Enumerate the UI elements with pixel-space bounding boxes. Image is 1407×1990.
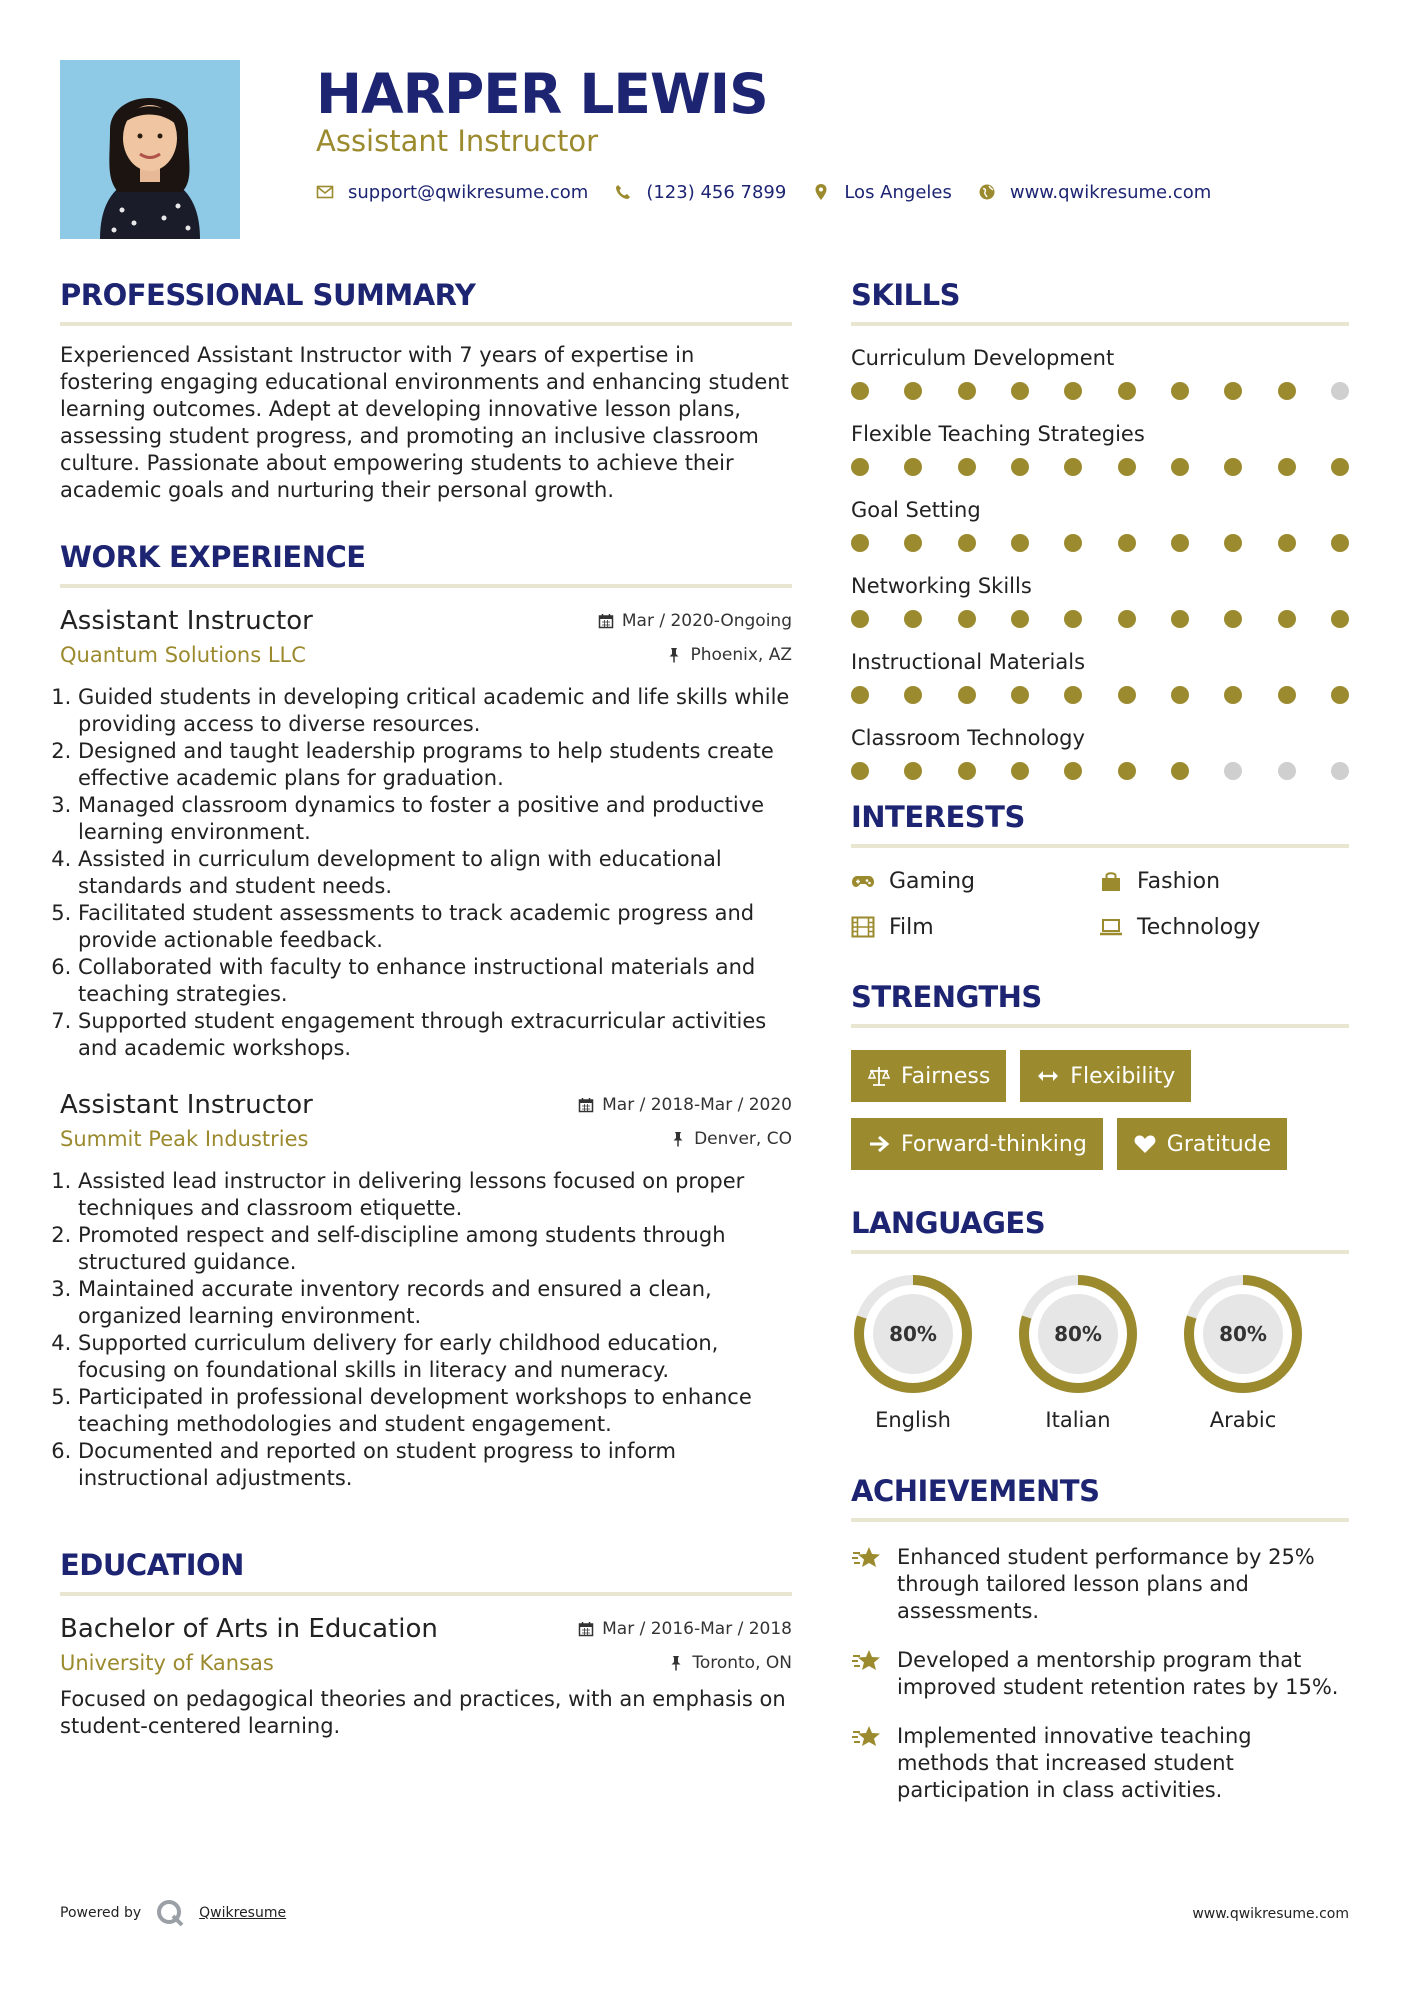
rating-dot-filled [1278, 382, 1296, 400]
film-icon [851, 916, 875, 938]
skill-item [851, 344, 1349, 400]
section-divider [60, 322, 792, 326]
skill-rating [851, 762, 1349, 780]
duty-item: 4. Assisted in curriculum development to align with educational standards and student needs. [78, 846, 792, 900]
rating-dot-filled [1064, 686, 1082, 704]
rating-dot-filled [851, 458, 869, 476]
strength-chip-flexibility [1020, 1050, 1191, 1102]
contact-website[interactable]: www.qwikresume.com [1009, 181, 1212, 203]
rating-dot-filled [1224, 610, 1242, 628]
pushpin-icon [666, 647, 682, 663]
duty-item: 5. Facilitated student assessments to track academic progress and provide actionable feedback. [78, 900, 792, 954]
achievement-item [851, 1647, 1349, 1701]
map-marker-icon [812, 183, 830, 201]
duty-item: 2. Promoted respect and self-discipline among students through structured guidance. [78, 1222, 792, 1276]
job-company: Quantum Solutions LLC [60, 643, 306, 667]
job-date-text: Mar / 2018-Mar / 2020 [602, 1095, 792, 1115]
rating-dot-filled [1331, 534, 1349, 552]
skill-rating [851, 534, 1349, 552]
rating-dot-filled [1278, 686, 1296, 704]
job-location [670, 1129, 792, 1149]
rating-dot-filled [1278, 458, 1296, 476]
rating-dot-filled [1118, 382, 1136, 400]
duty-item: 6. Documented and reported on student progress to inform instructional adjustments. [78, 1438, 792, 1492]
rating-dot-empty [1278, 762, 1296, 780]
rating-dot-filled [851, 534, 869, 552]
section-divider [851, 1024, 1349, 1028]
shopping-bag-icon [1099, 870, 1123, 892]
duty-item: 1. Assisted lead instructor in delivering lessons focused on proper techniques and classroom etiquette. [78, 1168, 792, 1222]
rating-dot-filled [904, 762, 922, 780]
rating-dot-filled [1224, 382, 1242, 400]
strengths-section [851, 980, 1349, 1170]
language-ring [1181, 1272, 1305, 1396]
section-title: STRENGTHS [851, 980, 1042, 1014]
skill-rating [851, 458, 1349, 476]
section-title: PROFESSIONAL SUMMARY [60, 278, 476, 312]
strength-label: Gratitude [1166, 1131, 1272, 1157]
job-company: Summit Peak Industries [60, 1127, 309, 1151]
interest-item-fashion [1099, 868, 1349, 894]
degree-name: Bachelor of Arts in Education [60, 1614, 438, 1644]
job-location-text: Denver, CO [694, 1129, 792, 1149]
rating-dot-filled [958, 762, 976, 780]
rating-dot-filled [958, 686, 976, 704]
job-location-text: Phoenix, AZ [690, 645, 792, 665]
duty-list [60, 1168, 792, 1492]
rating-dot-filled [1011, 382, 1029, 400]
qwikresume-link[interactable]: Qwikresume [199, 1905, 287, 1921]
strength-label: Fairness [901, 1063, 991, 1089]
skill-item [851, 420, 1349, 476]
skill-name: Flexible Teaching Strategies [851, 422, 1145, 446]
language-percent: 80% [1054, 1322, 1102, 1346]
left-column [60, 278, 792, 1740]
pushpin-icon [670, 1131, 686, 1147]
rating-dot-filled [1064, 610, 1082, 628]
section-divider [60, 584, 792, 588]
duty-item: 3. Maintained accurate inventory records and ensured a clean, organized learning environment. [78, 1276, 792, 1330]
duty-item: 3. Managed classroom dynamics to foster a positive and productive learning environment. [78, 792, 792, 846]
interest-label: Gaming [889, 868, 975, 894]
section-divider [60, 1592, 792, 1596]
rating-dot-filled [1011, 610, 1029, 628]
rating-dot-filled [1171, 686, 1189, 704]
section-divider [851, 322, 1349, 326]
duty-item: 2. Designed and taught leadership programs to help students create effective academic plans for graduation. [78, 738, 792, 792]
rating-dot-filled [1278, 610, 1296, 628]
education-entry [60, 1614, 792, 1740]
interest-item-gaming [851, 868, 1099, 894]
rating-dot-filled [958, 382, 976, 400]
rating-dot-filled [851, 382, 869, 400]
language-item [1016, 1272, 1140, 1432]
skills-section [851, 278, 1349, 780]
rating-dot-filled [1331, 610, 1349, 628]
skill-name: Goal Setting [851, 498, 981, 522]
contact-email[interactable]: support@qwikresume.com [348, 181, 589, 203]
rating-dot-filled [1011, 458, 1029, 476]
skill-name: Classroom Technology [851, 726, 1085, 750]
section-title: INTERESTS [851, 800, 1025, 834]
footer-website[interactable]: www.qwikresume.com [1192, 1906, 1349, 1922]
arrow-right-icon [867, 1133, 891, 1155]
laptop-icon [1099, 916, 1123, 938]
skill-name: Curriculum Development [851, 346, 1115, 370]
strength-chip-forward-thinking [851, 1118, 1103, 1170]
section-divider [851, 1518, 1349, 1522]
rating-dot-empty [1331, 762, 1349, 780]
calendar-icon [578, 1621, 594, 1637]
interests-section [851, 800, 1349, 940]
language-ring [1016, 1272, 1140, 1396]
rating-dot-empty [1331, 382, 1349, 400]
balance-scale-icon [867, 1065, 891, 1087]
language-ring [851, 1272, 975, 1396]
language-item [851, 1272, 975, 1432]
education-location [668, 1653, 792, 1673]
education-date-text: Mar / 2016-Mar / 2018 [602, 1619, 792, 1639]
languages-section [851, 1206, 1349, 1432]
rating-dot-filled [1171, 382, 1189, 400]
rating-dot-filled [1064, 762, 1082, 780]
duty-item: 6. Collaborated with faculty to enhance instructional materials and teaching strategies. [78, 954, 792, 1008]
contact-phone[interactable]: (123) 456 7899 [646, 181, 787, 203]
rating-dot-filled [1278, 534, 1296, 552]
rating-dot-filled [851, 686, 869, 704]
skill-item [851, 724, 1349, 780]
interest-label: Technology [1137, 914, 1261, 940]
duty-item: 1. Guided students in developing critical academic and life skills while providing access to diverse resources. [78, 684, 792, 738]
rating-dot-filled [958, 534, 976, 552]
job-date [578, 1095, 792, 1115]
strength-chip-gratitude [1117, 1118, 1287, 1170]
rating-dot-filled [904, 382, 922, 400]
rating-dot-filled [1224, 686, 1242, 704]
section-title: ACHIEVEMENTS [851, 1474, 1100, 1508]
duty-item: 5. Participated in professional development workshops to enhance teaching methodologies and student engagement. [78, 1384, 792, 1438]
language-name: Italian [1045, 1408, 1111, 1432]
interest-label: Film [889, 914, 934, 940]
education-section [60, 1548, 792, 1740]
rating-dot-filled [1011, 534, 1029, 552]
language-percent: 80% [1219, 1322, 1267, 1346]
trophy-star-icon [851, 1647, 883, 1675]
rating-dot-filled [851, 610, 869, 628]
job-location [666, 645, 792, 665]
education-description: Focused on pedagogical theories and practices, with an emphasis on student-centered learning. [60, 1687, 786, 1738]
rating-dot-filled [1118, 762, 1136, 780]
rating-dot-filled [958, 458, 976, 476]
section-title: SKILLS [851, 278, 960, 312]
interest-item-film [851, 914, 1099, 940]
gamepad-icon [851, 870, 875, 892]
rating-dot-filled [958, 610, 976, 628]
pushpin-icon [668, 1655, 684, 1671]
language-item [1181, 1272, 1305, 1432]
language-percent: 80% [889, 1322, 937, 1346]
languages-list [851, 1272, 1349, 1432]
section-title: LANGUAGES [851, 1206, 1046, 1240]
candidate-title: Assistant Instructor [316, 124, 599, 158]
rating-dot-filled [1118, 458, 1136, 476]
calendar-icon [578, 1097, 594, 1113]
job-role: Assistant Instructor [60, 1090, 313, 1120]
school-name: University of Kansas [60, 1651, 274, 1675]
job-entry [60, 606, 792, 1062]
rating-dot-filled [1171, 534, 1189, 552]
calendar-icon [598, 613, 614, 629]
duty-list [60, 684, 792, 1062]
job-date [598, 611, 792, 631]
right-column [851, 278, 1349, 1804]
trophy-star-icon [851, 1544, 883, 1572]
job-role: Assistant Instructor [60, 606, 313, 636]
rating-dot-filled [1171, 610, 1189, 628]
rating-dot-filled [1224, 458, 1242, 476]
skill-item [851, 572, 1349, 628]
strength-chip-fairness [851, 1050, 1006, 1102]
summary-section [60, 278, 792, 504]
achievement-text: Enhanced student performance by 25% through tailored lesson plans and assessments. [897, 1545, 1315, 1623]
duty-item: 7. Supported student engagement through extracurricular activities and academic workshops. [78, 1008, 792, 1062]
rating-dot-filled [1331, 458, 1349, 476]
section-title: WORK EXPERIENCE [60, 540, 366, 574]
strength-label: Flexibility [1070, 1063, 1176, 1089]
section-divider [851, 1250, 1349, 1254]
candidate-name: HARPER LEWIS [316, 62, 768, 126]
education-date [578, 1619, 792, 1639]
language-name: English [875, 1408, 951, 1432]
envelope-icon [316, 183, 334, 201]
profile-photo [60, 60, 240, 239]
powered-by-text: Powered by [60, 1905, 142, 1921]
achievement-item [851, 1723, 1349, 1804]
rating-dot-filled [904, 458, 922, 476]
rating-dot-filled [1011, 762, 1029, 780]
rating-dot-filled [1064, 458, 1082, 476]
qwikresume-logo-icon [155, 1898, 185, 1928]
achievement-item [851, 1544, 1349, 1625]
duty-item: 4. Supported curriculum delivery for early childhood education, focusing on foundational skills in literacy and numeracy. [78, 1330, 792, 1384]
section-title: EDUCATION [60, 1548, 244, 1582]
skill-name: Networking Skills [851, 574, 1032, 598]
rating-dot-empty [1224, 762, 1242, 780]
section-divider [851, 844, 1349, 848]
achievement-text: Implemented innovative teaching methods that increased student participation in class activities. [897, 1724, 1252, 1802]
rating-dot-filled [1118, 610, 1136, 628]
rating-dot-filled [1064, 534, 1082, 552]
skill-rating [851, 610, 1349, 628]
rating-dot-filled [904, 686, 922, 704]
rating-dot-filled [1171, 762, 1189, 780]
interest-item-technology [1099, 914, 1349, 940]
trophy-star-icon [851, 1723, 883, 1751]
job-entry [60, 1090, 792, 1492]
rating-dot-filled [1118, 686, 1136, 704]
job-date-text: Mar / 2020-Ongoing [621, 611, 792, 631]
skill-name: Instructional Materials [851, 650, 1086, 674]
rating-dot-filled [1331, 686, 1349, 704]
rating-dot-filled [1011, 686, 1029, 704]
heart-icon [1133, 1133, 1157, 1155]
rating-dot-filled [1064, 382, 1082, 400]
footer-powered-by [60, 1898, 286, 1928]
education-location-text: Toronto, ON [692, 1653, 792, 1673]
strength-label: Forward-thinking [901, 1131, 1087, 1157]
skills-list [851, 344, 1349, 780]
rating-dot-filled [1118, 534, 1136, 552]
rating-dot-filled [1224, 534, 1242, 552]
experience-section [60, 540, 792, 1492]
rating-dot-filled [851, 762, 869, 780]
skill-rating [851, 686, 1349, 704]
skill-rating [851, 382, 1349, 400]
skill-item [851, 648, 1349, 704]
achievements-section [851, 1474, 1349, 1804]
rating-dot-filled [1171, 458, 1189, 476]
globe-icon [978, 183, 996, 201]
achievement-text: Developed a mentorship program that improved student retention rates by 15%. [897, 1648, 1339, 1699]
phone-icon [614, 183, 632, 201]
rating-dot-filled [904, 534, 922, 552]
interest-label: Fashion [1137, 868, 1221, 894]
language-name: Arabic [1209, 1408, 1277, 1432]
rating-dot-filled [904, 610, 922, 628]
summary-text: Experienced Assistant Instructor with 7 years of expertise in fostering engaging educational environments and enhancing student learning outcomes. Adept at developing innovative lesson plans, assessing student progress, and promoting an inclusive classroom culture. Passionate about empowering students to achieve their academic goals and nurturing their personal growth. [60, 343, 789, 502]
contact-bar [316, 178, 1237, 206]
contact-location: Los Angeles [844, 181, 952, 203]
skill-item [851, 496, 1349, 552]
arrows-horizontal-icon [1036, 1065, 1060, 1087]
